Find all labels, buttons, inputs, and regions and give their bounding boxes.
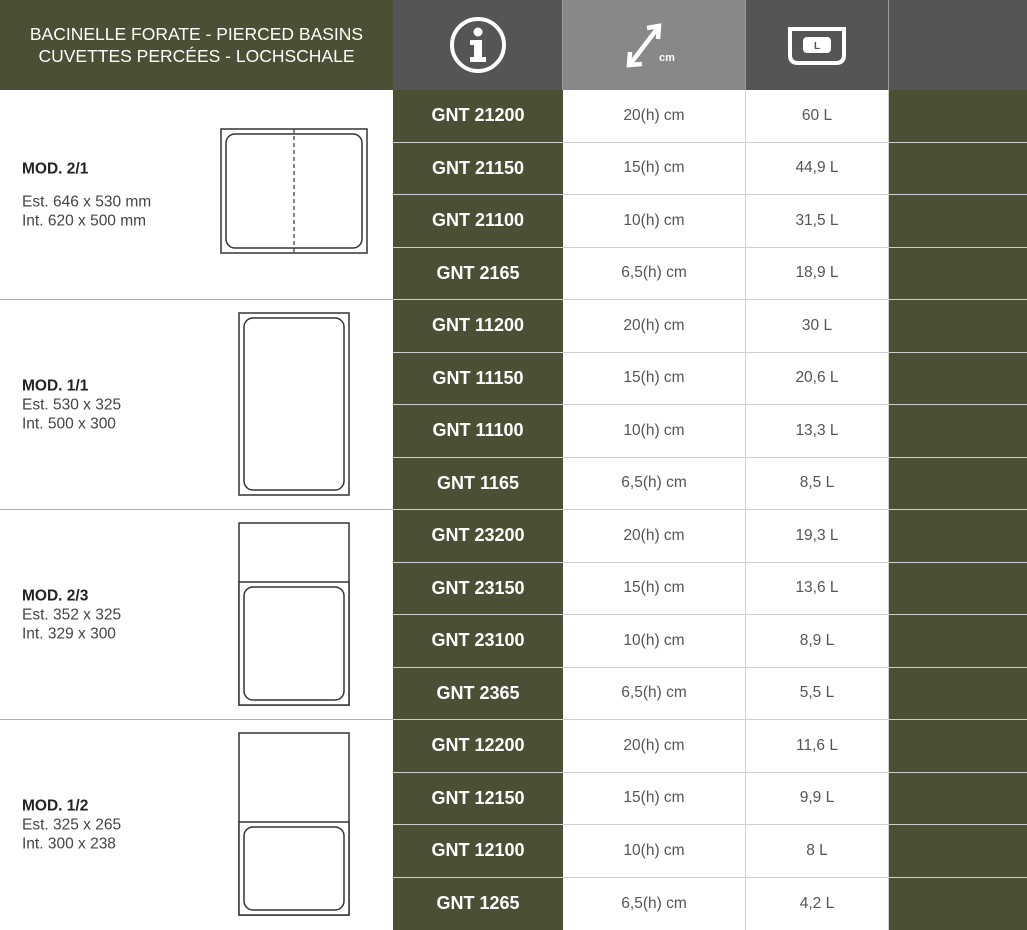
model-cell <box>0 90 393 300</box>
volume-value: 5,5 L <box>746 668 889 721</box>
height-value: 15(h) cm <box>563 353 746 406</box>
product-code: GNT 12100 <box>393 825 563 878</box>
model-description <box>22 797 121 854</box>
height-value: 15(h) cm <box>563 563 746 616</box>
title-line-1: BACINELLE FORATE - PIERCED BASINS <box>30 23 363 45</box>
product-code: GNT 21150 <box>393 143 563 196</box>
volume-value: 13,3 L <box>746 405 889 458</box>
row-end-cell <box>889 773 1027 826</box>
volume-value: 11,6 L <box>746 720 889 773</box>
container-volume-icon <box>786 23 848 67</box>
volume-value: 8 L <box>746 825 889 878</box>
product-code: GNT 1265 <box>393 878 563 930</box>
title-line-2: CUVETTES PERCÉES - LOCHSCHALE <box>38 45 354 67</box>
header-volume <box>746 0 889 90</box>
volume-value: 44,9 L <box>746 143 889 196</box>
volume-value: 60 L <box>746 90 889 143</box>
basin-diagram-2-3 <box>238 522 350 706</box>
row-end-cell <box>889 248 1027 301</box>
table-title <box>0 0 393 90</box>
product-code: GNT 12150 <box>393 773 563 826</box>
height-value: 10(h) cm <box>563 615 746 668</box>
height-value: 20(h) cm <box>563 90 746 143</box>
height-value: 15(h) cm <box>563 773 746 826</box>
product-code: GNT 23200 <box>393 510 563 563</box>
internal-size: Int. 300 x 238 <box>22 835 121 854</box>
model-cell <box>0 720 393 930</box>
product-code: GNT 1165 <box>393 458 563 511</box>
row-end-cell <box>889 143 1027 196</box>
dimension-unit-label: cm <box>659 52 675 64</box>
volume-value: 30 L <box>746 300 889 353</box>
internal-size: Int. 500 x 300 <box>22 414 121 433</box>
height-value: 10(h) cm <box>563 405 746 458</box>
header-info <box>393 0 563 90</box>
model-name: MOD. 2/1 <box>22 159 151 178</box>
height-value: 15(h) cm <box>563 143 746 196</box>
model-name: MOD. 1/2 <box>22 797 121 816</box>
volume-unit-label: L <box>814 41 820 52</box>
model-cell <box>0 300 393 510</box>
height-value: 6,5(h) cm <box>563 458 746 511</box>
header-empty <box>889 0 1027 90</box>
volume-value: 13,6 L <box>746 563 889 616</box>
external-size: Est. 325 x 265 <box>22 816 121 835</box>
product-code: GNT 2165 <box>393 248 563 301</box>
info-icon <box>448 15 508 75</box>
row-end-cell <box>889 300 1027 353</box>
product-code: GNT 12200 <box>393 720 563 773</box>
row-end-cell <box>889 563 1027 616</box>
model-name: MOD. 2/3 <box>22 586 121 605</box>
internal-size: Int. 329 x 300 <box>22 624 121 643</box>
height-value: 20(h) cm <box>563 510 746 563</box>
external-size: Est. 352 x 325 <box>22 605 121 624</box>
product-code: GNT 21100 <box>393 195 563 248</box>
row-end-cell <box>889 615 1027 668</box>
height-value: 6,5(h) cm <box>563 878 746 930</box>
model-description <box>22 376 121 433</box>
row-end-cell <box>889 825 1027 878</box>
volume-value: 20,6 L <box>746 353 889 406</box>
row-end-cell <box>889 720 1027 773</box>
dimension-arrow-icon <box>623 19 685 71</box>
volume-value: 31,5 L <box>746 195 889 248</box>
header-dimension <box>563 0 746 90</box>
model-cell <box>0 510 393 720</box>
volume-value: 18,9 L <box>746 248 889 301</box>
basin-diagram-1-1 <box>238 312 350 496</box>
height-value: 10(h) cm <box>563 825 746 878</box>
basin-diagram-2-1 <box>220 128 368 254</box>
height-value: 6,5(h) cm <box>563 248 746 301</box>
height-value: 20(h) cm <box>563 300 746 353</box>
internal-size: Int. 620 x 500 mm <box>22 211 151 230</box>
volume-value: 4,2 L <box>746 878 889 930</box>
external-size: Est. 646 x 530 mm <box>22 192 151 211</box>
product-code: GNT 23100 <box>393 615 563 668</box>
product-code: GNT 21200 <box>393 90 563 143</box>
height-value: 6,5(h) cm <box>563 668 746 721</box>
row-end-cell <box>889 878 1027 930</box>
model-description <box>22 586 121 643</box>
row-end-cell <box>889 458 1027 511</box>
product-code: GNT 23150 <box>393 563 563 616</box>
row-end-cell <box>889 668 1027 721</box>
row-end-cell <box>889 405 1027 458</box>
volume-value: 8,5 L <box>746 458 889 511</box>
volume-value: 8,9 L <box>746 615 889 668</box>
row-end-cell <box>889 195 1027 248</box>
row-end-cell <box>889 510 1027 563</box>
product-code: GNT 11150 <box>393 353 563 406</box>
model-description <box>22 159 151 230</box>
volume-value: 9,9 L <box>746 773 889 826</box>
product-code: GNT 2365 <box>393 668 563 721</box>
height-value: 10(h) cm <box>563 195 746 248</box>
row-end-cell <box>889 353 1027 406</box>
external-size: Est. 530 x 325 <box>22 395 121 414</box>
basin-diagram-1-2 <box>238 732 350 916</box>
volume-value: 19,3 L <box>746 510 889 563</box>
row-end-cell <box>889 90 1027 143</box>
product-code: GNT 11100 <box>393 405 563 458</box>
height-value: 20(h) cm <box>563 720 746 773</box>
product-code: GNT 11200 <box>393 300 563 353</box>
model-name: MOD. 1/1 <box>22 376 121 395</box>
